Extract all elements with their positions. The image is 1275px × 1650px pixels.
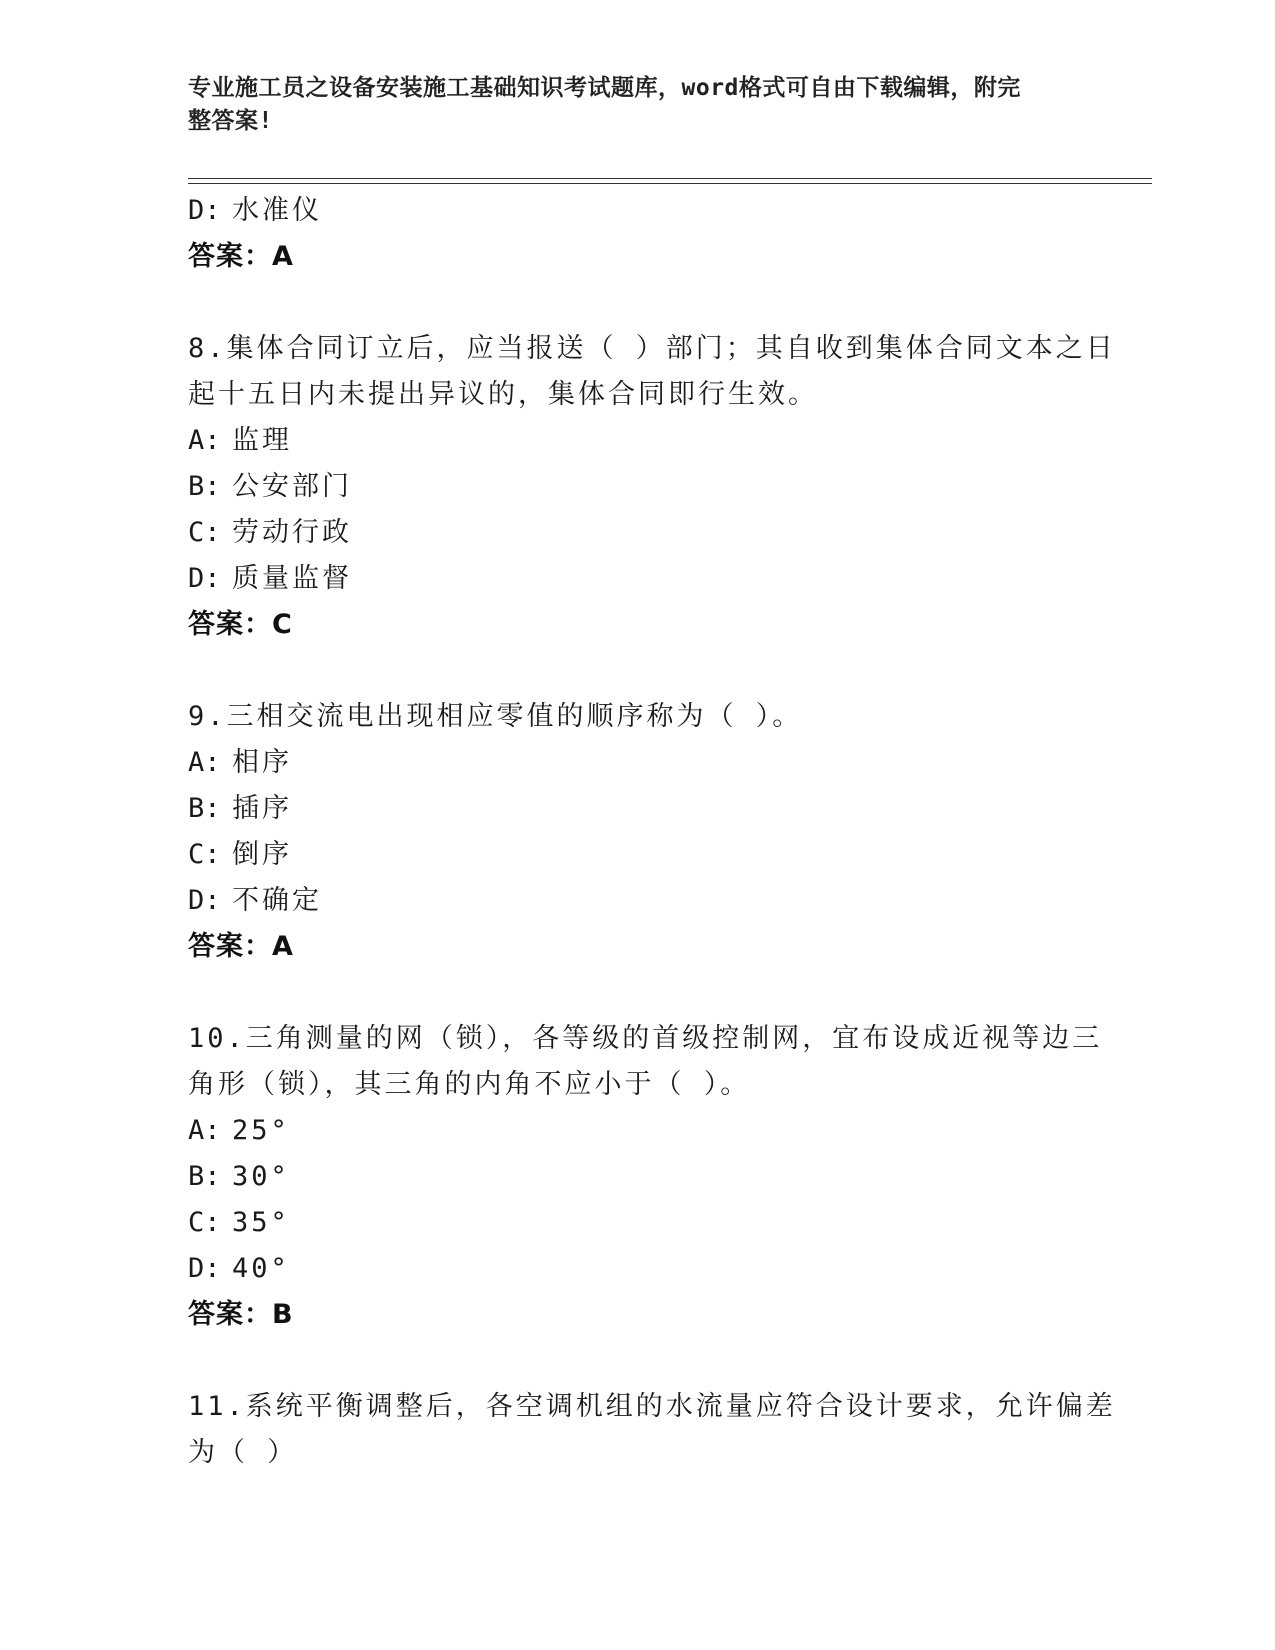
header-rule-top (188, 178, 1152, 179)
question-stem: 起十五日内未提出异议的，集体合同即行生效。 (188, 379, 818, 410)
question-stem: 为（ ） (188, 1437, 298, 1468)
header-line-2: 整答案! (188, 108, 273, 134)
option-a: A: 相序 (188, 747, 292, 778)
option-c: C: 劳动行政 (188, 517, 352, 548)
option-a: A: 监理 (188, 425, 292, 456)
option-d: D: 质量监督 (188, 563, 352, 594)
question-stem: 8.集体合同订立后，应当报送（ ）部门；其自收到集体合同文本之日 (188, 333, 1116, 364)
option-c: C: 35° (188, 1207, 290, 1238)
prev-option-d: D: 水准仪 (188, 195, 322, 226)
question-11 (188, 1384, 1116, 1476)
header-line-1: 专业施工员之设备安装施工基础知识考试题库，word格式可自由下载编辑，附完 (188, 75, 1021, 101)
document-header (188, 72, 1068, 138)
option-d: D: 不确定 (188, 885, 322, 916)
option-b: B: 插序 (188, 793, 292, 824)
question-stem: 10.三角测量的网（锁），各等级的首级控制网，宜布设成近视等边三 (188, 1023, 1103, 1054)
option-d: D: 40° (188, 1253, 290, 1284)
question-9 (188, 694, 1088, 970)
question-stem: 11.系统平衡调整后，各空调机组的水流量应符合设计要求，允许偏差 (188, 1391, 1116, 1422)
answer: 答案：C (188, 609, 293, 640)
question-10 (188, 1016, 1103, 1338)
option-a: A: 25° (188, 1115, 290, 1146)
header-rule-bottom (188, 183, 1152, 184)
question-stem: 角形（锁），其三角的内角不应小于（ ）。 (188, 1069, 751, 1100)
question-stem: 9.三相交流电出现相应零值的顺序称为（ ）。 (188, 701, 803, 732)
answer: 答案：B (188, 1299, 294, 1330)
answer: 答案：A (188, 931, 294, 962)
option-b: B: 30° (188, 1161, 290, 1192)
option-b: B: 公安部门 (188, 471, 352, 502)
document-body (188, 188, 1116, 1476)
question-8 (188, 326, 1116, 648)
prev-answer: 答案：A (188, 241, 294, 272)
option-c: C: 倒序 (188, 839, 292, 870)
